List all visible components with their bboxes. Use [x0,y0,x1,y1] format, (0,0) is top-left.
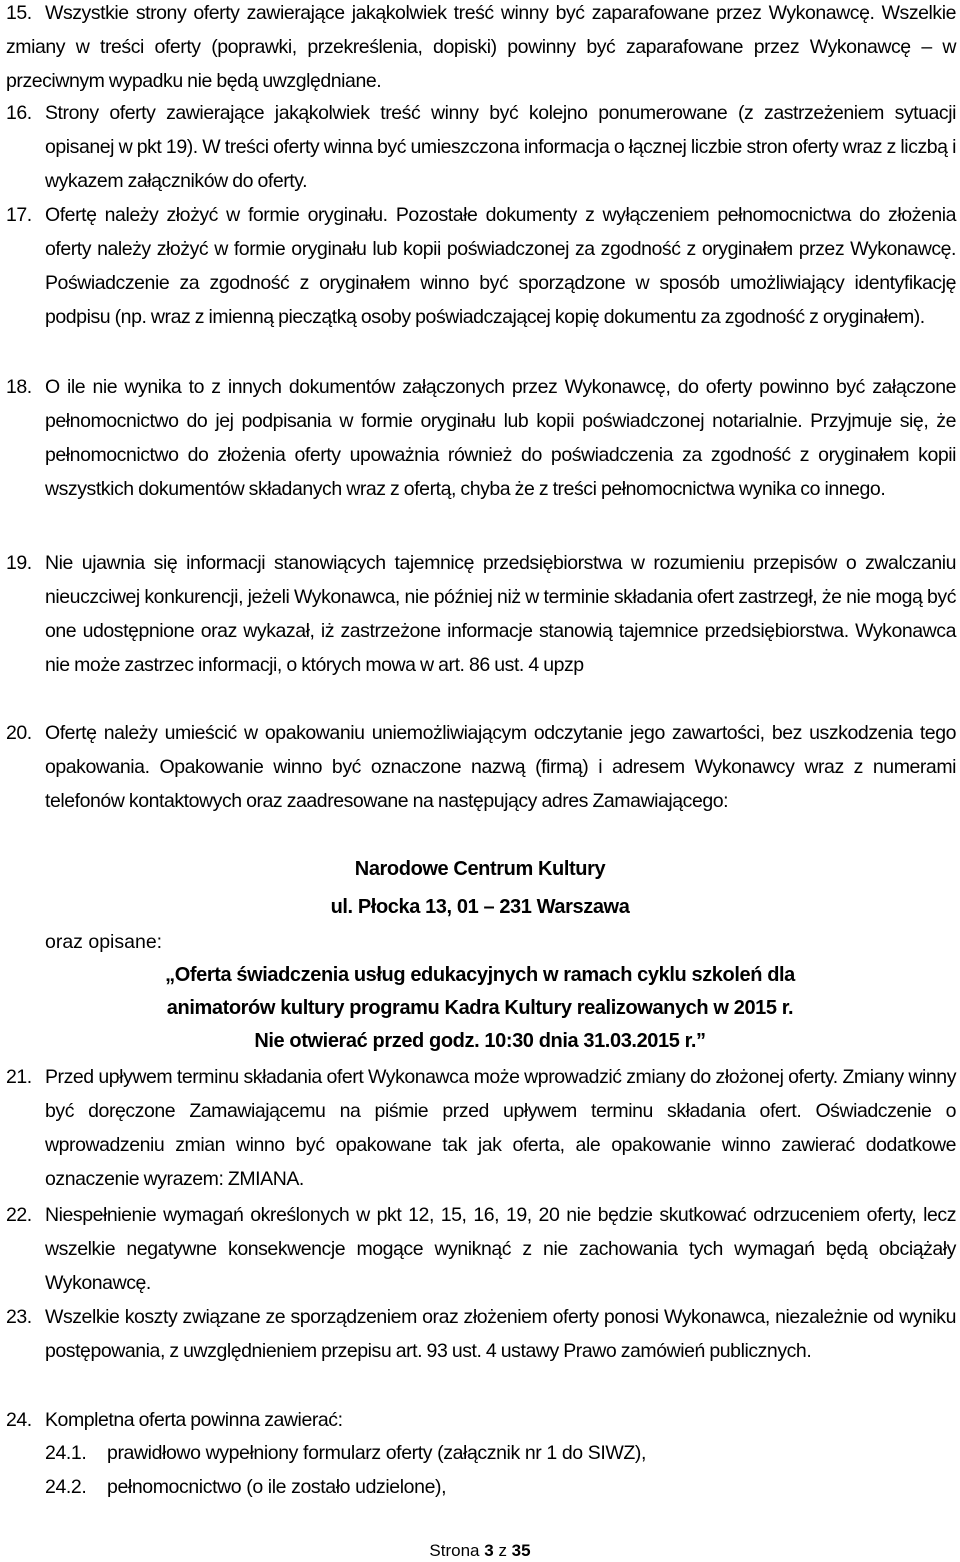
item-text: Niespełnienie wymagań określonych w pkt 12, 15, 16, 19, 20 nie będzie skutkować odrzuceniem oferty, lecz wszelkie negatywne konsekwencje mogące wyniknąć z nie zachowania tych wymagań będą obciążały Wykonawcę. [45,1204,956,1294]
described-label: oraz opisane: [45,931,163,953]
item-number: 15. [6,2,32,24]
list-item-15 [6,0,956,98]
list-item-20 [6,716,956,818]
list-item-18 [6,370,956,506]
item-number: 24. [6,1409,32,1431]
item-number: 21. [6,1066,32,1088]
footer-prefix: Strona [429,1541,480,1560]
list-item-24 [6,1403,956,1437]
item-text: O ile nie wynika to z innych dokumentów załączonych przez Wykonawcę, do oferty powinno być załączone pełnomocnictwo do jej podpisania w formie oryginału lub kopii poświadczonej notarialnie. Przyjmuje się, że pełnomocnictwo do złożenia oferty upoważnia również do poświadczenia za zgodność z oryginałem kopii wszystkich dokumentów składanych wraz z ofertą, chyba że z treści pełnomocnictwa wynika co innego. [45,376,956,500]
offer-label-line1: „Oferta świadczenia usług edukacyjnych w ramach cyklu szkoleń dla [165,964,795,986]
list-item-23 [6,1300,956,1368]
item-number: 23. [6,1306,32,1328]
subitem-24-1 [45,1436,646,1470]
item-text: Wszelkie koszty związane ze sporządzeniem oraz złożeniem oferty ponosi Wykonawca, niezależnie od wyniku postępowania, z uwzględnieniem przepisu art. 93 ust. 4 ustawy Prawo zamówień publicznych. [45,1306,956,1362]
list-item-17 [6,198,956,334]
address-name: Narodowe Centrum Kultury [354,858,606,880]
item-text: Ofertę należy umieścić w opakowaniu uniemożliwiającym odczytanie jego zawartości, bez uszkodzenia tego opakowania. Opakowanie winno być oznaczone nazwą (firmą) i adresem Wykonawcy wraz z numerami telefonów kontaktowych oraz zaadresowane na następujący adres Zamawiającego: [45,722,956,812]
item-text: Nie ujawnia się informacji stanowiących tajemnicę przedsiębiorstwa w rozumieniu przepisów o zwalczaniu nieuczciwej konkurencji, jeżeli Wykonawca, nie później niż w terminie składania ofert zastrzegł, że nie mogą być one udostępnione oraz wykazał, iż zastrzeżone informacje stanowią tajemnice przedsiębiorstwa. Wykonawca nie może zastrzec informacji, o których mowa w art. 86 ust. 4 upzp [45,552,956,676]
list-item-16 [6,96,956,198]
item-number: 18. [6,376,32,398]
item-text: Strony oferty zawierające jakąkolwiek treść winny być kolejno ponumerowane (z zastrzeżeniem sytuacji opisanej w pkt 19). W treści oferty winna być umieszczona informacja o łącznej liczbie stron oferty wraz z liczbą i wykazem załączników do oferty. [45,102,956,192]
address-street: ul. Płocka 13, 01 – 231 Warszawa [330,896,630,918]
page-footer [0,1540,960,1562]
subitem-number: 24.1. [45,1442,87,1464]
item-number: 20. [6,722,32,744]
list-item-19 [6,546,956,682]
subitem-number: 24.2. [45,1476,87,1498]
list-item-21 [6,1060,956,1196]
item-number: 17. [6,204,32,226]
footer-total-pages: 35 [511,1541,531,1560]
item-text: Przed upływem terminu składania ofert Wykonawca może wprowadzić zmiany do złożonej oferty. Zmiany winny być doręczone Zamawiającemu na piśmie przed upływem terminu składania ofert. Oświadczenie o wprowadzeniu zmian winno być opakowane tak jak oferta, ale opakowanie winno zawierać dodatkowe oznaczenie wyrazem: ZMIANA. [45,1066,956,1190]
item-text: Ofertę należy złożyć w formie oryginału. Pozostałe dokumenty z wyłączeniem pełnomocnictwa do złożenia oferty należy złożyć w formie oryginału lub kopii poświadczonej za zgodność z oryginałem przez Wykonawcę. Poświadczenie za zgodność z oryginałem winno być sporządzone w sposób umożliwiający identyfikację podpisu (np. wraz z imienną pieczątką osoby poświadczającej kopię dokumentu za zgodność z oryginałem). [45,204,956,328]
item-number: 22. [6,1204,32,1226]
subitem-text: pełnomocnictwo (o ile zostało udzielone), [107,1476,447,1498]
item-text: Wszystkie strony oferty zawierające jakąkolwiek treść winny być zaparafowane przez Wykonawcę. Wszelkie zmiany w treści oferty (poprawki, przekreślenia, dopiski) powinny być zaparafowane przez Wykonawcę – w przeciwnym wypadku nie będą uwzględniane. [6,2,956,92]
footer-of: z [498,1541,507,1560]
item-text: Kompletna oferta powinna zawierać: [45,1409,343,1431]
item-number: 16. [6,102,32,124]
item-number: 19. [6,552,32,574]
offer-label-line3: Nie otwierać przed godz. 10:30 dnia 31.03.2015 r.” [254,1030,706,1052]
subitem-24-2 [45,1470,446,1504]
footer-page-number: 3 [484,1541,494,1560]
list-item-22 [6,1198,956,1300]
subitem-text: prawidłowo wypełniony formularz oferty (załącznik nr 1 do SIWZ), [107,1442,647,1464]
offer-label-line2: animatorów kultury programu Kadra Kultury realizowanych w 2015 r. [166,997,794,1019]
